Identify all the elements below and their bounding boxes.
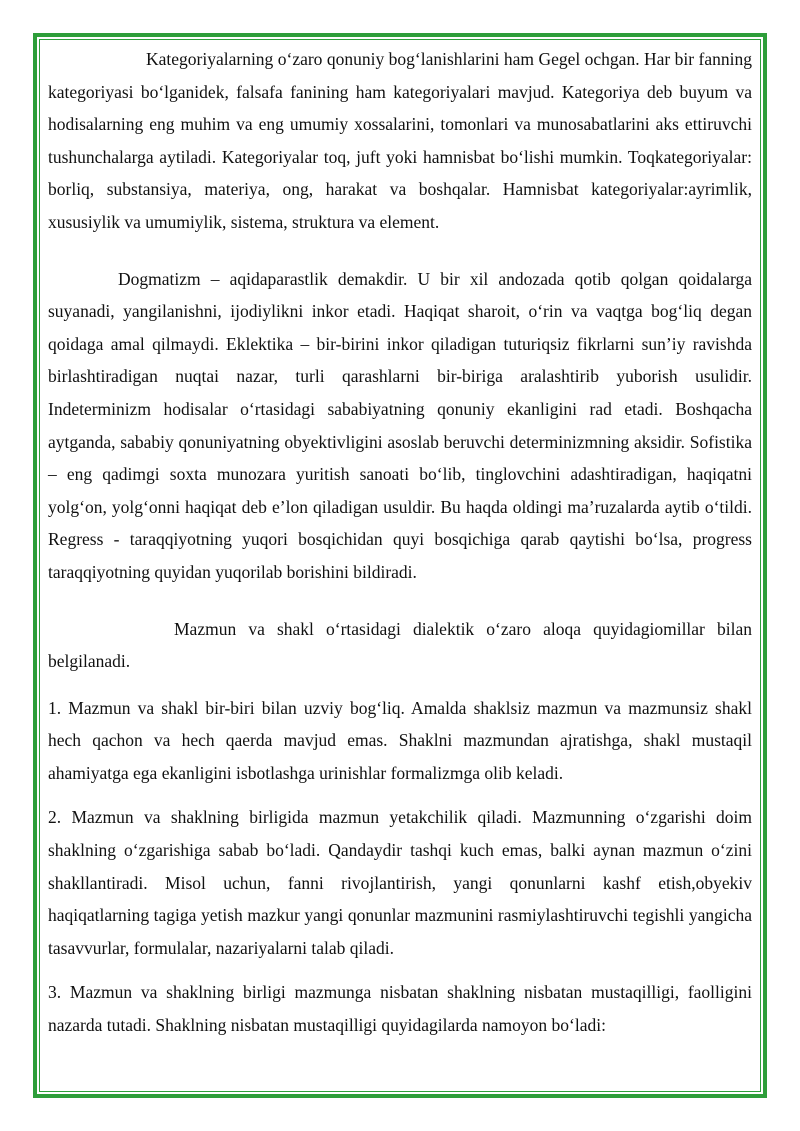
paragraph-dogmatism: Dogmatizm – aqidaparastlik demakdir. U bir xil andozada qotib qolgan qoidalarga suyanadi, yangilanishni, ijodiylikni inkor etadi. Haqiqat sharoit, o‘rin va vaqtga bog‘liq degan qoidaga amal qilmaydi. Eklektika – bir-birini inkor qiladigan tuturiqsiz fikrlarni sun’iy ravishda birlashtiradigan nuqtai nazar, turli qarashlarni bir-biriga aralashtirib yuborish usulidir. Indeterminizm hodisalar o‘rtasidagi sababiyatning qonuniy ekanligini rad etadi. Boshqacha aytganda, sababiy qonuniyatning obyektivligini asoslab beruvchi determinizmning aksidir. Sofistika – eng qadimgi soxta munozara yuritish sanoati bo‘lib, tinglovchini adashtiradigan, haqiqatni yolg‘on, yolg‘onni haqiqat deb e’lon qiladigan usuldir. Bu haqda oldingi ma’ruzalarda aytib o‘tildi. Regress - taraqqiyotning yuqori bosqichidan quyi bosqichiga qarab qaytishi bo‘lsa, progress taraqqiyotning quyidan yuqorilab borishini bildiradi. bbox=[48, 268, 752, 582]
document-body bbox=[48, 43, 752, 1042]
paragraph-categories: Kategoriyalarning o‘zaro qonuniy bog‘lanishlarini ham Gegel ochgan. Har bir fanning kategoriyasi bo‘lganidek, falsafa fanining ham kategoriyalari mavjud. Kategoriya deb buyum va hodisalarning eng muhim va eng umumiy xossalarini, tomonlari va munosabatlarini aks ettiruvchi tushunchalarga aytiladi. Kategoriyalar toq, juft yoki hamnisbat bo‘lishi mumkin. Toqkategoriyalar: borliq, substansiya, materiya, ong, harakat va boshqalar. Hamnisbat kategoriyalar:ayrimlik, xususiylik va umumiylik, sistema, struktura va element. bbox=[48, 49, 752, 232]
paragraph-content-form-intro: Mazmun va shakl o‘rtasidagi dialektik o‘zaro aloqa quyidagiomillar bilan belgilanadi. bbox=[48, 618, 752, 672]
list-item-2: 2. Mazmun va shaklning birligida mazmun yetakchilik qiladi. Mazmunning o‘zgarishi doim shaklning o‘zgarishiga sabab bo‘ladi. Qandaydir tashqi kuch emas, balki aynan mazmun o‘zini shakllantiradi. Misol uchun, fanni rivojlantirish, yangi qonunlarni kashf etish,obyekiv haqiqatlarning tagiga yetish mazkur yangi qonunlar mazmunini rasmiylashtiruvchi tegishli yangicha tasavvurlar, formulalar, nazariyalarni talab qiladi. bbox=[48, 807, 752, 958]
list-item-1: 1. Mazmun va shakl bir-biri bilan uzviy bog‘liq. Amalda shaklsiz mazmun va mazmunsiz shakl hech qachon va hech qaerda mavjud emas. Shaklni mazmundan ajratishga, shakl mustaqil ahamiyatga ega ekanligini isbotlashga urinishlar formalizmga olib keladi. bbox=[48, 697, 752, 783]
list-item-3: 3. Mazmun va shaklning birligi mazmunga nisbatan shaklning nisbatan mustaqilligi, faolligini nazarda tutadi. Shaklning nisbatan mustaqilligi quyidagilarda namoyon bo‘ladi: bbox=[48, 982, 752, 1036]
